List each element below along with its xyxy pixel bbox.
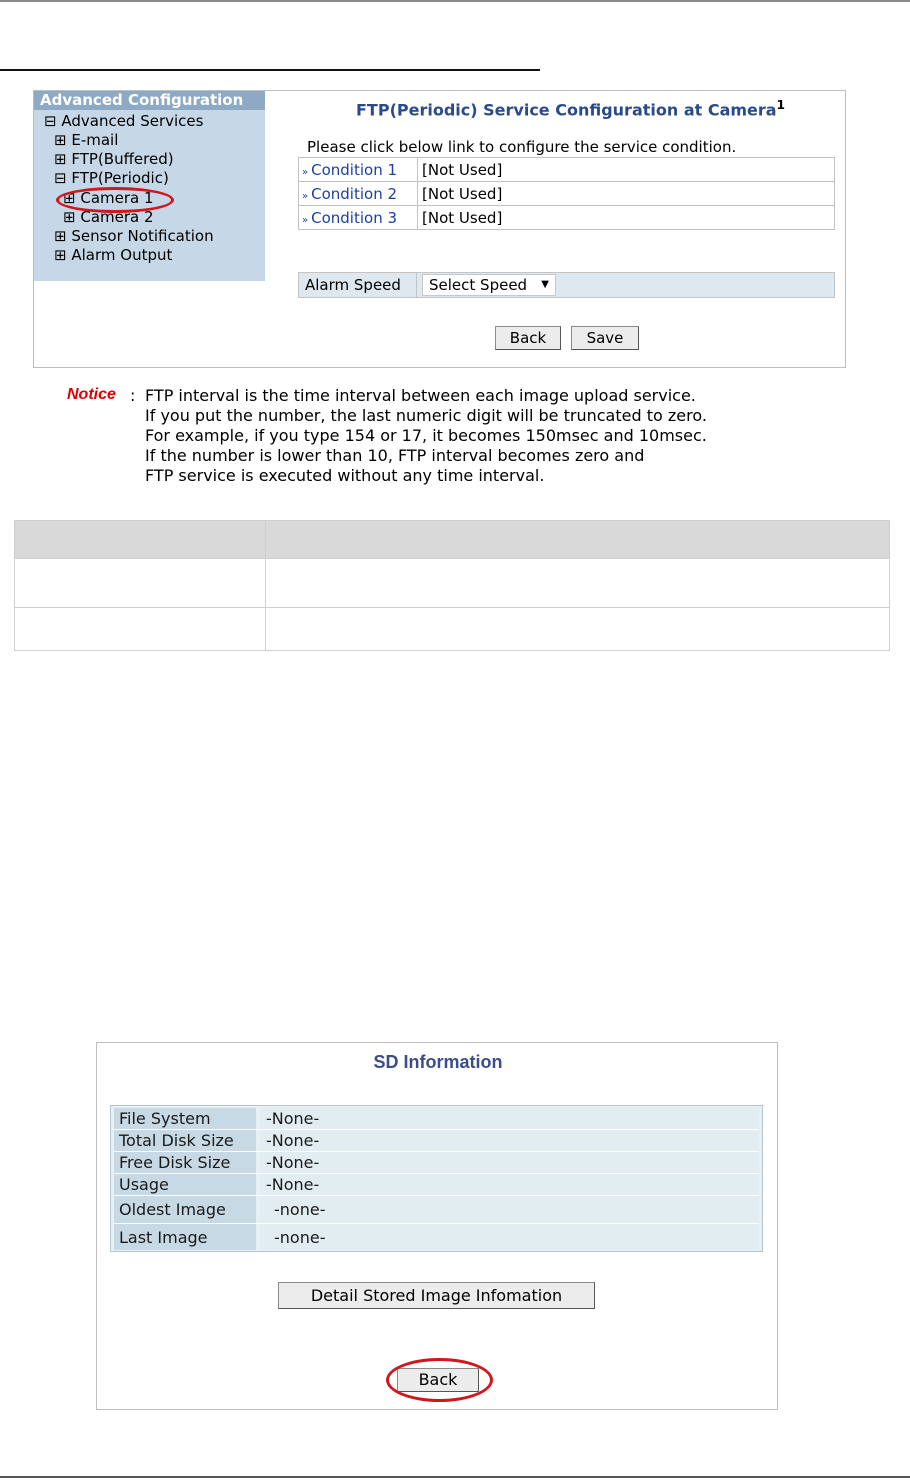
tree-item-ftp-buffered[interactable]: ⊞ FTP(Buffered) bbox=[54, 150, 174, 168]
detail-stored-image-button[interactable]: Detail Stored Image Infomation bbox=[278, 1282, 595, 1309]
condition-3-value: [Not Used] bbox=[418, 206, 835, 230]
expand-icon: ⊞ bbox=[54, 246, 67, 264]
sd-row-total-disk-size: Total Disk Size -None- bbox=[114, 1130, 759, 1151]
alarm-speed-label: Alarm Speed bbox=[305, 276, 401, 294]
conditions-table bbox=[298, 157, 835, 230]
condition-2-value: [Not Used] bbox=[418, 182, 835, 206]
table-row bbox=[299, 158, 835, 182]
bottom-rule bbox=[0, 1476, 910, 1478]
heading-underline bbox=[0, 69, 540, 71]
sd-information-panel bbox=[96, 1042, 778, 1410]
notice-colon: : bbox=[130, 386, 136, 405]
notice-label: Notice bbox=[67, 386, 116, 403]
expand-icon: ⊞ bbox=[63, 189, 76, 207]
table-row bbox=[299, 182, 835, 206]
tree-item-camera-2[interactable]: ⊞ Camera 2 bbox=[63, 208, 154, 226]
tree-item-alarm-output[interactable]: ⊞ Alarm Output bbox=[54, 246, 173, 264]
table-row bbox=[15, 559, 890, 608]
config-tree bbox=[34, 91, 265, 281]
sd-row-free-disk-size: Free Disk Size -None- bbox=[114, 1152, 759, 1173]
notice-text bbox=[145, 386, 707, 486]
tree-item-camera-1[interactable]: ⊞ Camera 1 bbox=[63, 189, 154, 207]
divider bbox=[416, 273, 417, 297]
double-chevron-icon: » bbox=[302, 190, 309, 202]
collapse-icon: ⊟ bbox=[54, 169, 67, 187]
expand-icon: ⊞ bbox=[54, 131, 67, 149]
notice-line: FTP service is executed without any time interval. bbox=[145, 466, 545, 485]
condition-2-link[interactable]: » Condition 2 bbox=[299, 182, 418, 206]
notice-line: FTP interval is the time interval between each image upload service. bbox=[145, 386, 696, 405]
sd-row-file-system: File System -None- bbox=[114, 1108, 759, 1129]
sd-row-usage: Usage -None- bbox=[114, 1174, 759, 1195]
double-chevron-icon: » bbox=[302, 166, 309, 178]
condition-1-value: [Not Used] bbox=[418, 158, 835, 182]
save-button[interactable]: Save bbox=[571, 326, 639, 350]
table-row bbox=[299, 206, 835, 230]
expand-icon: ⊞ bbox=[63, 208, 76, 226]
sd-row-oldest-image: Oldest Image -none- bbox=[114, 1196, 759, 1223]
alarm-speed-row bbox=[298, 272, 835, 298]
condition-3-link[interactable]: » Condition 3 bbox=[299, 206, 418, 230]
sd-info-table bbox=[110, 1105, 763, 1252]
expand-icon: ⊞ bbox=[54, 227, 67, 245]
ftp-title: FTP(Periodic) Service Configuration at Camera$^1$ bbox=[356, 98, 785, 120]
blank-table bbox=[14, 520, 890, 651]
collapse-icon: ⊟ bbox=[44, 112, 57, 130]
expand-icon: ⊞ bbox=[54, 150, 67, 168]
table-row bbox=[15, 608, 890, 651]
tree-item-sensor-notification[interactable]: ⊞ Sensor Notification bbox=[54, 227, 214, 245]
notice-line: For example, if you type 154 or 17, it becomes 150msec and 10msec. bbox=[145, 426, 707, 445]
instruction-text: Please click below link to configure the service condition. bbox=[307, 138, 737, 156]
sd-row-last-image: Last Image -none- bbox=[114, 1224, 759, 1250]
notice-line: If you put the number, the last numeric digit will be truncated to zero. bbox=[145, 406, 707, 425]
alarm-speed-select[interactable]: Select Speed ▼ bbox=[422, 274, 556, 296]
tree-item-advanced-services[interactable]: ⊟ Advanced Services bbox=[44, 112, 204, 130]
tree-item-email[interactable]: ⊞ E-mail bbox=[54, 131, 119, 149]
back-button[interactable]: Back bbox=[495, 326, 561, 350]
highlight-circle-camera-1 bbox=[56, 187, 174, 213]
notice-line: If the number is lower than 10, FTP interval becomes zero and bbox=[145, 446, 645, 465]
ftp-config-panel bbox=[33, 90, 846, 368]
double-chevron-icon: » bbox=[302, 214, 309, 226]
sd-title: SD Information bbox=[373, 1052, 503, 1072]
table-header-row bbox=[15, 521, 890, 559]
highlight-circle-back bbox=[386, 1358, 493, 1402]
tree-item-ftp-periodic[interactable]: ⊟ FTP(Periodic) bbox=[54, 169, 169, 187]
condition-1-link[interactable]: » Condition 1 bbox=[299, 158, 418, 182]
sd-back-button[interactable]: Back bbox=[397, 1368, 479, 1392]
tree-header: Advanced Configuration bbox=[34, 91, 265, 110]
chevron-down-icon: ▼ bbox=[541, 279, 549, 290]
top-rule bbox=[0, 0, 910, 2]
title-suffix: 1 bbox=[776, 98, 785, 112]
